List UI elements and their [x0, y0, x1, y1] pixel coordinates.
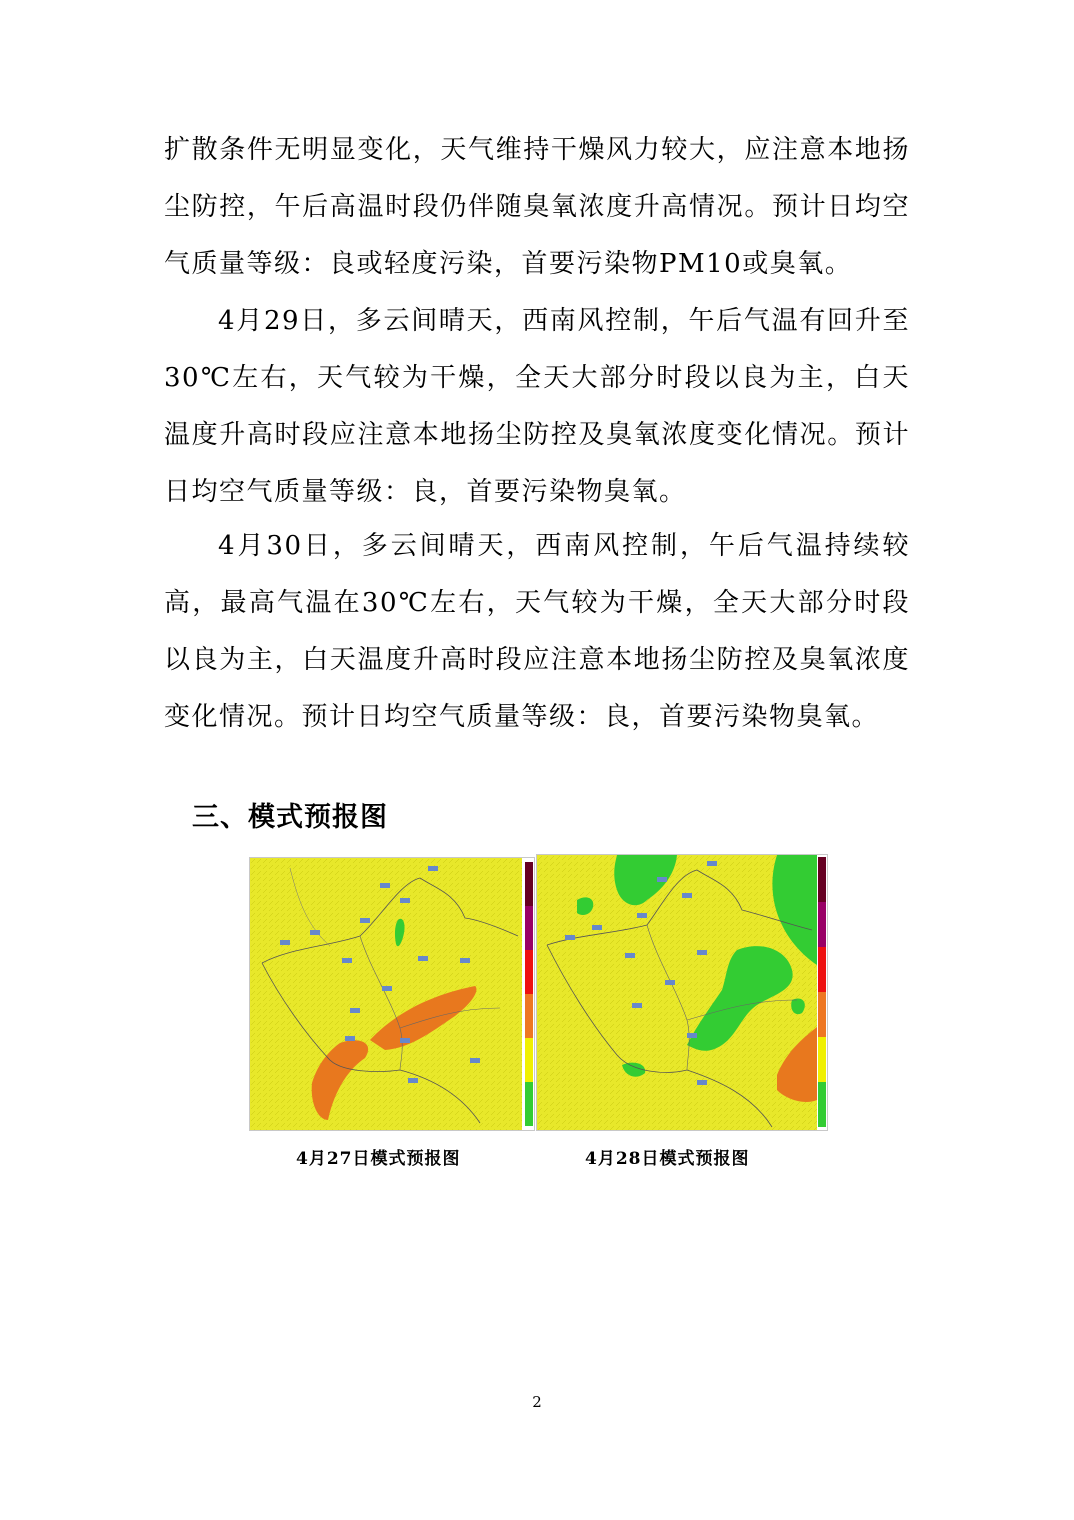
figure-caption-apr27: 4月27日模式预报图 — [296, 1149, 461, 1169]
paragraph-3: 4月30日，多云间晴天，西南风控制，午后气温持续较高，最高气温在30℃左右，天气较为干燥，全天大部分时段以良为主，白天温度升高时段应注意本地扬尘防控及臭氧浓度变化情况。预计日均空气质量等级：良，首要污染物臭氧。 — [164, 531, 910, 732]
forecast-map-apr27 — [249, 857, 535, 1131]
paragraph-1: 扩散条件无明显变化，天气维持干燥风力较大，应注意本地扬尘防控，午后高温时段仍伴随臭氧浓度升高情况。预计日均空气质量等级：良或轻度污染，首要污染物PM10或臭氧。 — [164, 135, 910, 279]
section-heading: 三、模式预报图 — [192, 802, 388, 833]
paragraph-2: 4月29日，多云间晴天，西南风控制，午后气温有回升至30℃左右，天气较为干燥，全天大部分时段以良为主，白天温度升高时段应注意本地扬尘防控及臭氧浓度变化情况。预计日均空气质量等级：良，首要污染物臭氧。 — [164, 306, 910, 507]
forecast-map-apr28 — [536, 854, 828, 1131]
figure-caption-apr28: 4月28日模式预报图 — [585, 1149, 750, 1169]
page-number: 2 — [532, 1393, 542, 1411]
